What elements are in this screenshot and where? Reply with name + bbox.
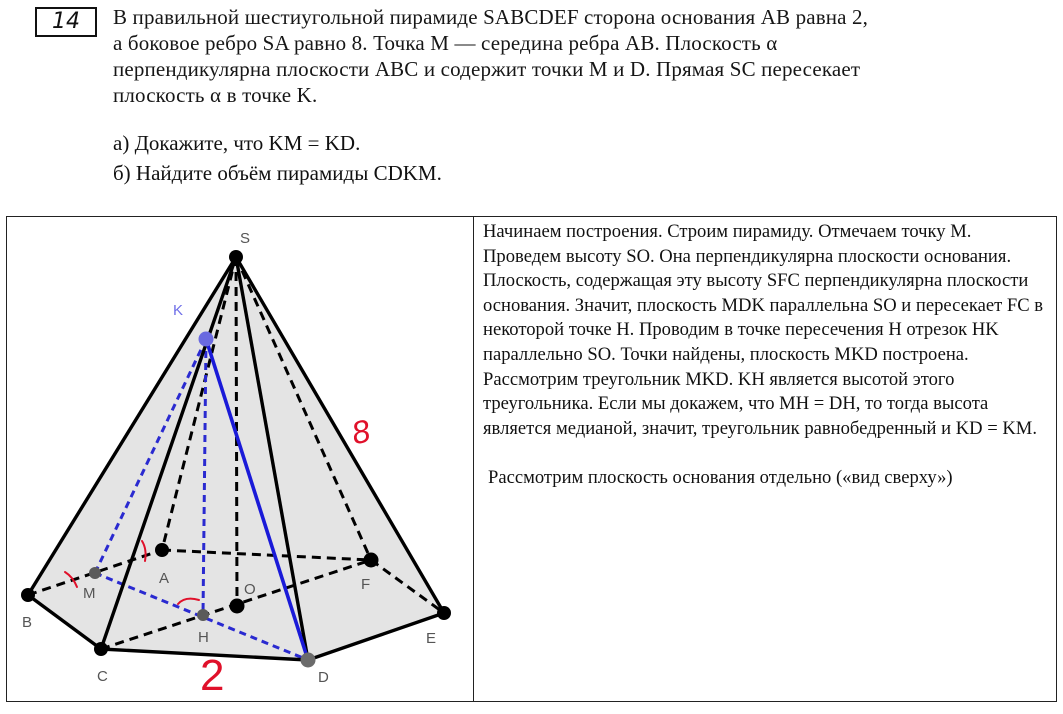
point-M	[89, 567, 101, 579]
handwritten-edge-length: 8	[348, 412, 374, 452]
problem-statement	[0, 0, 1063, 210]
solution-paragraph-1: Начинаем построения. Строим пирамиду. Отмечаем точку М. Проведем высоту SO. Она перпендикулярна плоскости основания. Плоскость, содержащая эту высоту SFC перпендикулярна плоскости основания. Значит, плоскость MDK параллельна SO и пересекает FC в некоторой точке H. Проводим в точке пересечения H отрезок HK параллельно SO. Точки найдены, плоскость MKD построена. Рассмотрим треугольник MKD. KH является высотой этого треугольника. Если мы докажем, что MH = DH, то тогда высота является медианой, значит, треугольник равнобедренный и KD = KM.	[483, 221, 1044, 439]
pyramid-figure	[7, 217, 473, 701]
point-H	[197, 609, 209, 621]
problem-line-2: а боковое ребро SA равно 8. Точка M — середина ребра AB. Плоскость α	[113, 31, 778, 55]
part-a: а) Докажите, что KM = KD.	[113, 131, 361, 155]
label-F: F	[361, 576, 371, 593]
problem-line-4: плоскость α в точке K.	[113, 83, 318, 107]
problem-line-1: В правильной шестиугольной пирамиде SABCDEF сторона основания AB равна 2,	[113, 5, 869, 29]
part-b: б) Найдите объём пирамиды CDKM.	[113, 161, 442, 185]
problem-line-3: перпендикулярна плоскости ABC и содержит точки M и D. Прямая SC пересекает	[113, 57, 861, 81]
table-divider	[473, 216, 474, 702]
point-C	[94, 642, 108, 656]
handwritten-base-side: 2	[200, 651, 225, 700]
point-A	[155, 543, 169, 557]
point-D	[301, 653, 316, 668]
problem-number: 14	[35, 7, 97, 37]
label-H: H	[198, 629, 209, 646]
point-O	[230, 599, 245, 614]
label-B: B	[22, 614, 33, 631]
label-O: O	[244, 581, 256, 598]
solution-paragraph-2: Рассмотрим плоскость основания отдельно («вид сверху»)	[488, 466, 953, 488]
label-S: S	[240, 230, 251, 247]
label-A: A	[159, 570, 170, 587]
point-B	[21, 588, 35, 602]
point-S	[229, 250, 243, 264]
point-K	[199, 332, 214, 347]
label-M: M	[83, 585, 96, 602]
point-F	[364, 553, 379, 568]
point-E	[437, 606, 451, 620]
label-E: E	[426, 630, 437, 647]
pyramid-figure-cell	[7, 217, 473, 701]
label-D: D	[318, 669, 329, 686]
solution-text-cell	[483, 220, 1048, 491]
label-C: C	[97, 668, 108, 685]
label-K: K	[173, 302, 184, 319]
